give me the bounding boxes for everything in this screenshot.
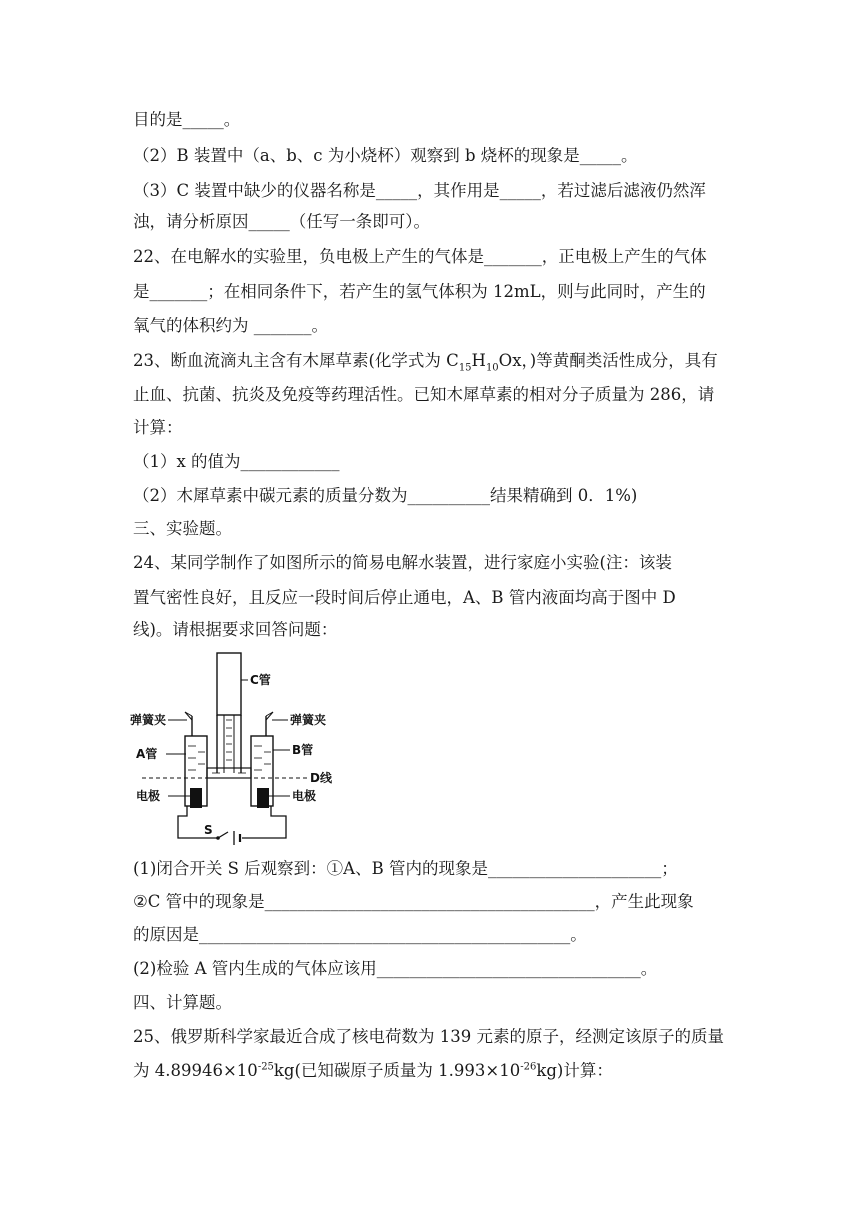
question-25-line: 25、俄罗斯科学家最近合成了核电荷数为 139 元素的原子，经测定该原子的质量 xyxy=(133,1027,724,1046)
section-heading: 三、实验题。 xyxy=(133,519,232,538)
text-line: 置气密性良好，且反应一段时间后停止通电，A、B 管内液面均高于图中 D xyxy=(133,588,676,607)
text-line xyxy=(133,1061,733,1081)
question-23-line xyxy=(133,351,733,374)
text-segment: 23、断血流滴丸主含有木犀草素(化学式为 C xyxy=(133,351,459,370)
text-line: 是_______；在相同条件下，若产生的氢气体积为 12mL，则与此同时，产生的 xyxy=(133,282,706,301)
superscript: -25 xyxy=(257,1061,274,1073)
clip-right-label: 弹簧夹 xyxy=(290,713,327,727)
text-line: 线)。请根据要求回答问题： xyxy=(133,620,338,639)
text-line: （3）C 装置中缺少的仪器名称是_____，其作用是_____，若过滤后滤液仍然浑 xyxy=(133,181,706,200)
text-line: （2）木犀草素中碳元素的质量分数为__________结果精确到 0．1%) xyxy=(133,486,638,505)
section-heading: 四、计算题。 xyxy=(133,993,232,1012)
text-line: 目的是_____。 xyxy=(133,110,241,129)
electrolysis-apparatus-diagram xyxy=(130,648,390,848)
text-line: 计算： xyxy=(133,418,183,437)
subscript: 10 xyxy=(485,362,499,374)
text-line: (2)检验 A 管内生成的气体应该用________________________________。 xyxy=(133,959,658,978)
text-line: 浊，请分析原因_____（任写一条即可）。 xyxy=(133,212,430,231)
question-22-line: 22、在电解水的实验里，负电极上产生的气体是_______，正电极上产生的气体 xyxy=(133,247,707,266)
switch-label: S xyxy=(204,823,213,837)
text-segment: Ox，)等黄酮类活性成分，具有 xyxy=(498,351,718,370)
electrode-left-label: 电极 xyxy=(136,789,161,803)
text-line: ②C 管中的现象是________________________________________，产生此现象 xyxy=(133,892,694,911)
text-line: 止血、抗菌、抗炎及免疫等药理活性。已知木犀草素的相对分子质量为 286，请 xyxy=(133,385,715,404)
text-line: 氧气的体积约为 _______。 xyxy=(133,316,328,335)
text-line: (1)闭合开关 S 后观察到：①A、B 管内的现象是_____________________； xyxy=(133,859,678,878)
superscript: -26 xyxy=(520,1061,537,1073)
text-segment: kg)计算： xyxy=(536,1061,613,1080)
b-tube-label: B管 xyxy=(292,743,314,757)
text-line: 的原因是_____________________________________________。 xyxy=(133,925,587,944)
d-line-label: D线 xyxy=(310,771,332,785)
text-segment: 为 4.89946×10 xyxy=(133,1061,258,1080)
text-segment: H xyxy=(471,351,486,370)
text-segment: kg(已知碳原子质量为 1.993×10 xyxy=(273,1061,521,1080)
c-tube-label: C管 xyxy=(250,673,271,687)
question-24-line: 24、某同学制作了如图所示的简易电解水装置，进行家庭小实验(注：该装 xyxy=(133,553,672,572)
clip-left-label: 弹簧夹 xyxy=(130,713,167,727)
subscript: 15 xyxy=(458,362,472,374)
a-tube-label: A管 xyxy=(136,747,158,761)
text-line: （2）B 装置中（a、b、c 为小烧杯）观察到 b 烧杯的现象是_____。 xyxy=(133,146,638,165)
text-line: （1）x 的值为____________ xyxy=(133,452,340,471)
electrode-right-label: 电极 xyxy=(292,789,317,803)
